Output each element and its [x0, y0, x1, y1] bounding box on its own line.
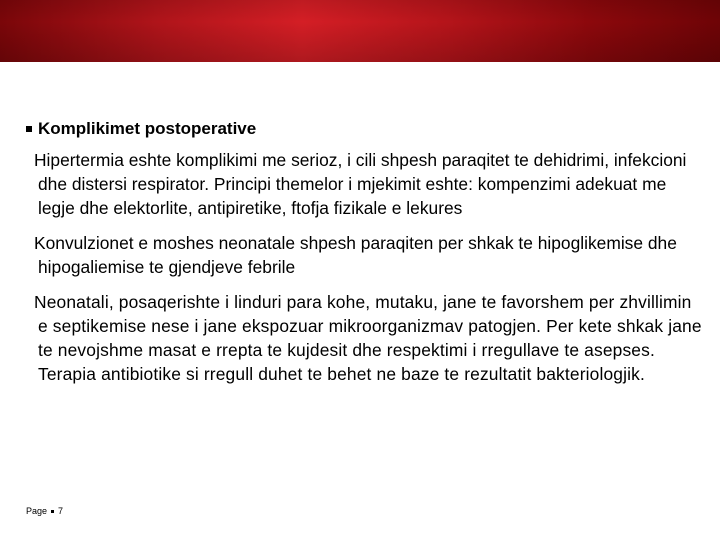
section-heading-text: Komplikimet postoperative	[38, 119, 257, 138]
page-label: Page	[26, 506, 48, 516]
header-band	[0, 0, 720, 62]
paragraph-neonatal-sepsis: Neonatali, posaqerishte i linduri para kohe, mutaku, jane te favorshem per zhvillimin e septikemise nese i jane ekspozuar mikroorganizmav patogjen. Per kete shkak jane te nevojshme masat e rrepta te kujdesit dhe respektimi i rregullave te asepses. Terapia antibiotike si rregull duhet te behet ne baze te rezultatit bakteriologjik.	[34, 292, 702, 384]
paragraph-hyperthermia: Hipertermia eshte komplikimi me serioz, i cili shpesh paraqitet te dehidrimi, infekcioni dhe distersi respirator. Principi themelor i mjekimit eshte: kompenzimi adekuat me legje dhe elektorlite, antipiretike, ftofja fizikale e lekures	[34, 150, 687, 218]
square-bullet-icon	[26, 126, 32, 132]
page-number: 7	[58, 506, 64, 516]
footer-separator-icon	[51, 510, 54, 513]
paragraph-convulsions: Konvulzionet e moshes neonatale shpesh paraqiten per shkak te hipoglikemise dhe hipogaliemise te gjendjeve febrile	[34, 233, 677, 277]
section-heading	[24, 118, 704, 140]
slide-content	[24, 118, 704, 397]
page-footer	[26, 505, 63, 517]
